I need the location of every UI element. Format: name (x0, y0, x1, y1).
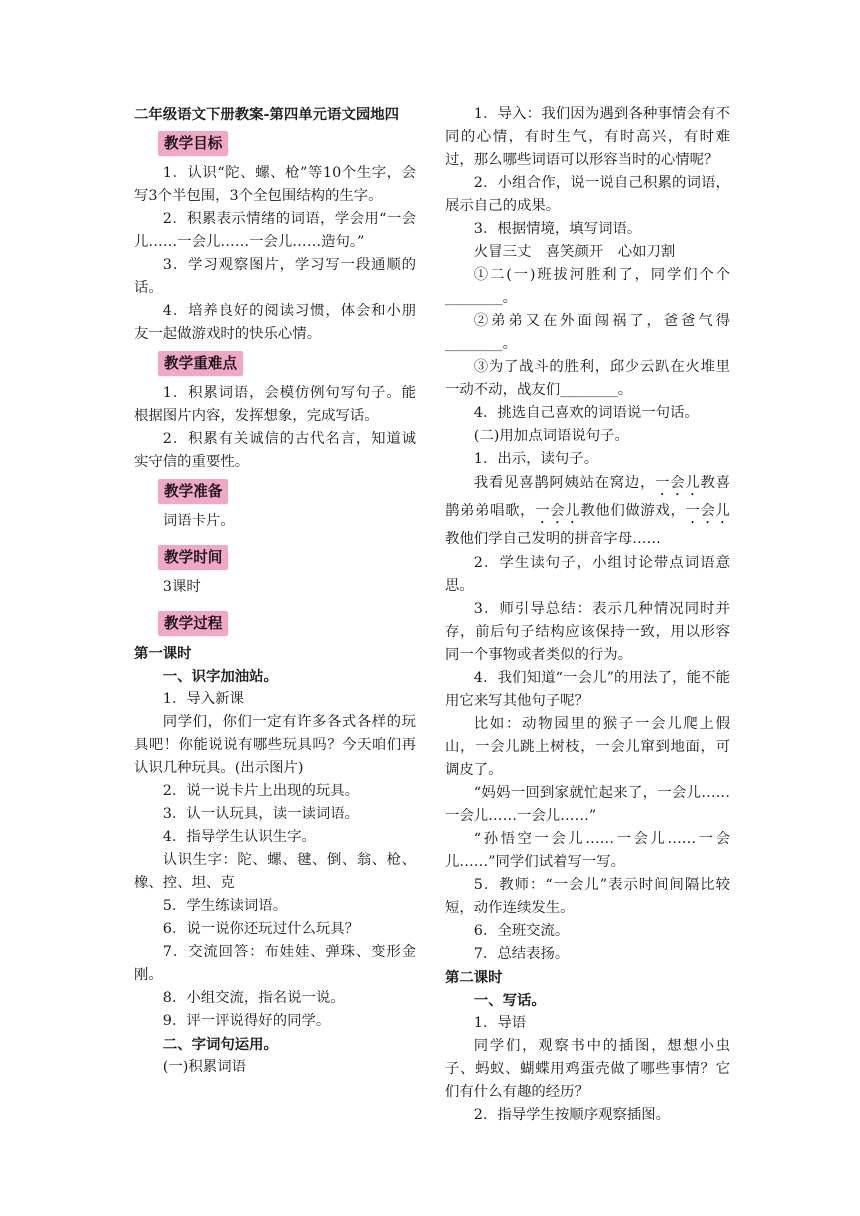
key-point-item: 1．积累词语，会模仿例句写句子。能根据图片内容，发挥想象，完成写话。 (134, 385, 416, 424)
section-header-goals: 教学目标 (158, 131, 416, 156)
writing-heading: 一、写话。 (473, 992, 546, 1009)
section-header-key-points: 教学重难点 (158, 351, 416, 376)
emphasized-word: 一会儿 (685, 503, 730, 519)
document-title: 二年级语文下册教案-第四单元语文园地四 (134, 106, 400, 123)
subsection-label: (二)用加点词语说句子。 (473, 428, 629, 444)
subsection-label: (一)积累词语 (162, 1059, 246, 1075)
step-text: 6．全班交流。 (473, 923, 570, 939)
part-1-heading: 一、识字加油站。 (162, 668, 278, 685)
step-text: 4．挑选自己喜欢的词语说一句话。 (473, 405, 699, 421)
step-text: 同学们，你们一定有许多各式各样的玩具吧！你能说说有哪些玩具吗？今天咱们再认识几种玩具。(出示图片) (134, 714, 416, 776)
step-text: 5．教师：“一会儿”表示时间间隔比较短，动作连续发生。 (445, 877, 730, 916)
section-header-time: 教学时间 (158, 545, 416, 570)
fill-blank-question: ②弟弟又在外面闯祸了，爸爸气得________。 (445, 313, 730, 352)
step-text: 4．我们知道“一会儿”的用法了，能不能用它来写其他句子呢？ (445, 670, 730, 709)
step-item: 2．说一说卡片上出现的玩具。 (162, 783, 360, 799)
goal-item: 4．培养良好的阅读习惯，体会和小朋友一起做游戏时的快乐心情。 (134, 303, 416, 342)
step-item: 6．说一说你还玩过什么玩具？ (162, 921, 360, 937)
step-item: 3．认一认玩具，读一读词语。 (162, 806, 360, 822)
section-header-process: 教学过程 (158, 611, 416, 636)
step-text: 3．根据情境，填写词语。 (473, 221, 642, 237)
step-item: 2．指导学生按顺序观察插图。 (473, 1107, 671, 1123)
right-column (445, 103, 730, 1127)
fill-blank-question: ③为了战斗的胜利，邱少云趴在火堆里一动不动，战友们________。 (445, 359, 730, 398)
emphasized-word: 一会儿 (535, 503, 581, 519)
example-sentence: 我看见喜鹊阿姨站在窝边，一会儿教喜鹊弟弟唱歌，一会儿教他们做游戏，一会儿教他们学自己发明的拼音字母…… (445, 475, 730, 547)
step-text: 1．出示，读句子。 (473, 451, 599, 467)
step-item: 1．导语 (473, 1015, 527, 1031)
step-item: 4．指导学生认识生字。 (162, 829, 316, 845)
lesson-1-heading: 第一课时 (134, 645, 192, 662)
step-item: 1．导入新课 (162, 691, 244, 707)
preparation-text: 词语卡片。 (162, 513, 235, 529)
quote-text: “孙悟空一会儿……一会儿……一会儿……”同学们试着写一写。 (445, 831, 730, 870)
emphasized-word: 一会儿 (655, 475, 701, 491)
step-item: 7．交流回答：布娃娃、弹珠、变形金刚。 (134, 944, 416, 983)
step-item: 5．学生练读词语。 (162, 898, 288, 914)
step-text: 2．学生读句子，小组讨论带点词语意思。 (445, 555, 730, 594)
quote-text: “妈妈一回到家就忙起来了，一会儿……一会儿……一会儿……” (445, 785, 730, 824)
goal-item: 3．学习观察图片，学习写一段通顺的话。 (134, 257, 416, 296)
step-text: 同学们，观察书中的插图，想想小虫子、蚂蚁、蝴蝶用鸡蛋壳做了哪些事情？它们有什么有趣的经历？ (445, 1038, 730, 1100)
fill-blank-question: ①二(一)班拔河胜利了，同学们个个________。 (445, 267, 730, 306)
section-header-preparation: 教学准备 (158, 479, 416, 504)
step-text: 2．小组合作，说一说自己积累的词语，展示自己的成果。 (445, 175, 730, 214)
part-2-heading: 二、字词句运用。 (162, 1036, 278, 1053)
step-text: 1．导入：我们因为遇到各种事情会有不同的心情，有时生气，有时高兴，有时难过，那么哪些词语可以形容当时的心情呢？ (445, 106, 730, 168)
time-text: 3课时 (162, 579, 201, 595)
word-list: 火冒三丈 喜笑颜开 心如刀割 (473, 244, 676, 260)
step-item: 9．评一评说得好的同学。 (162, 1013, 331, 1029)
step-item: 8．小组交流，指名说一说。 (162, 990, 345, 1006)
example-text: 比如：动物园里的猴子一会儿爬上假山，一会儿跳上树枝，一会儿窜到地面，可调皮了。 (445, 716, 730, 778)
step-text: 7．总结表扬。 (473, 946, 570, 962)
goal-item: 2．积累表示情绪的词语，学会用“一会儿……一会儿……一会儿……造句。” (134, 211, 416, 250)
key-point-item: 2．积累有关诚信的古代名言，知道诚实守信的重要性。 (134, 431, 416, 470)
left-column (134, 103, 416, 1079)
step-text: 3．师引导总结：表示几种情况同时并存，前后句子结构应该保持一致，用以形容同一个事物或者类似的行为。 (445, 601, 730, 663)
lesson-2-heading: 第二课时 (445, 969, 503, 986)
goal-item: 1．认识“陀、螺、枪”等10个生字，会写3个半包围，3个全包围结构的生字。 (134, 165, 416, 204)
step-text: 认识生字：陀、螺、毽、倒、翁、枪、橡、控、坦、克 (134, 852, 416, 891)
